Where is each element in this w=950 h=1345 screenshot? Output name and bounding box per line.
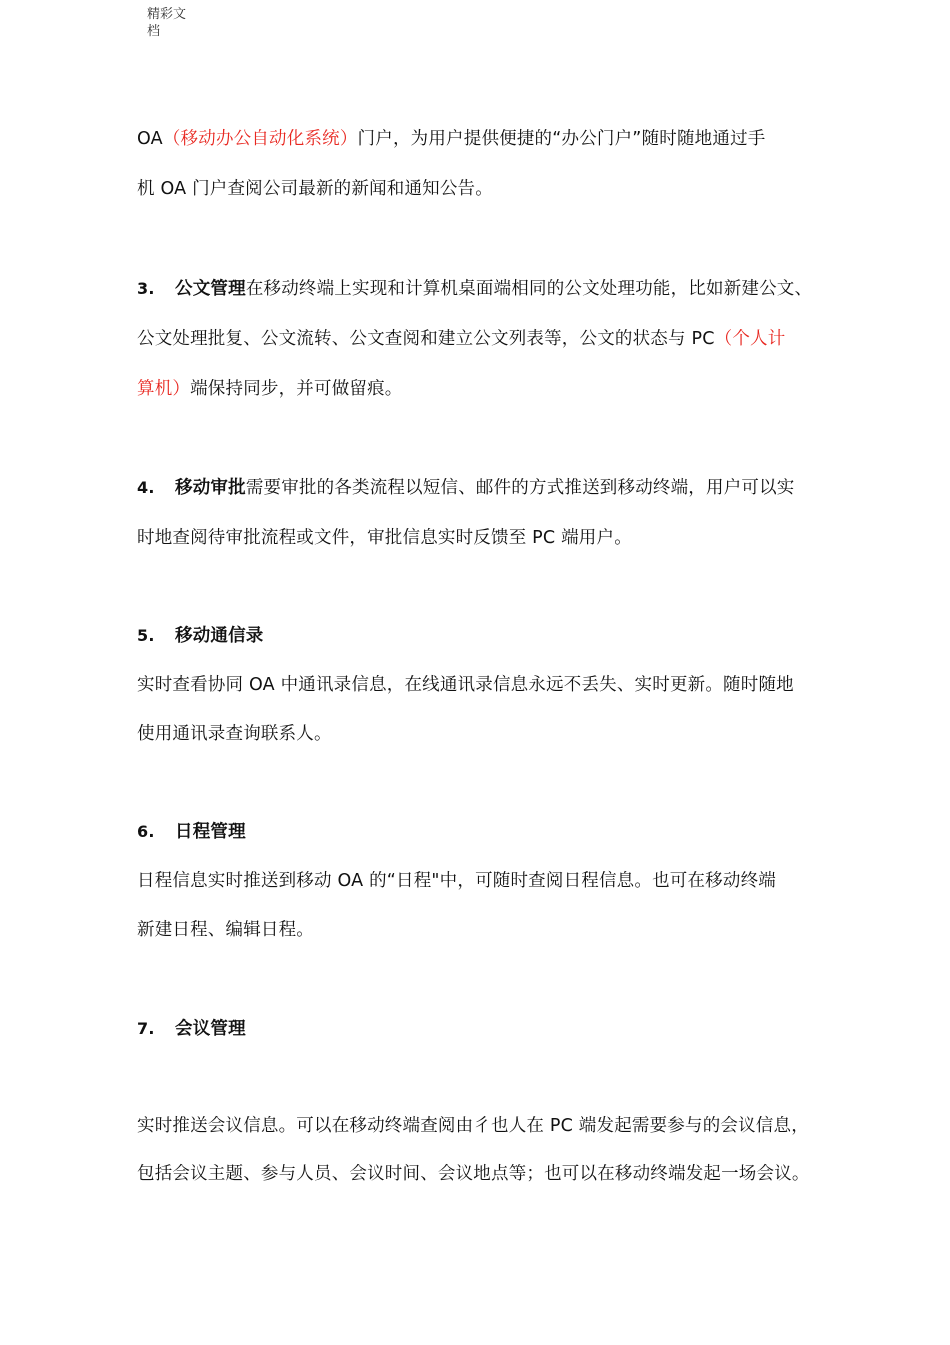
item3-text-3: 端保持同步，并可做留痕。 xyxy=(190,379,403,399)
item3-text: 在移动终端上实现和计算机桌面端相同的公文处理功能，比如新建公文、 xyxy=(245,279,813,299)
item7-title: 会议管理 xyxy=(175,1019,246,1039)
item7-number: 7. xyxy=(137,1019,155,1038)
item3-line-3 xyxy=(137,377,403,401)
watermark: 精彩文档 xyxy=(147,7,187,39)
item3-title: 公文管理 xyxy=(175,279,246,299)
item6-line-2: 新建日程、编辑日程。 xyxy=(137,920,314,940)
item3-number: 3. xyxy=(137,279,155,298)
item6-number: 6. xyxy=(137,822,155,841)
intro-oa: OA xyxy=(137,129,163,149)
item7-line-1: 实时推送会议信息。可以在移动终端查阅由彳也人在 PC 端发起需要参与的会议信息， xyxy=(137,1116,809,1136)
item5-line-2: 使用通讯录查询联系人。 xyxy=(137,724,332,744)
item5-title: 移动通信录 xyxy=(175,626,264,646)
intro-line-2: 机 OA 门户查阅公司最新的新闻和通知公告。 xyxy=(137,179,493,199)
item5-line-1: 实时查看协同 OA 中通讯录信息，在线通讯录信息永远不丢失、实时更新。随时随地 xyxy=(137,675,794,695)
item4-line-2: 时地查阅待审批流程或文件，审批信息实时反馈至 PC 端用户。 xyxy=(137,528,632,548)
item3-line-2 xyxy=(137,327,785,351)
item4-number: 4. xyxy=(137,478,155,497)
item4-line-1 xyxy=(137,476,795,500)
item5-heading xyxy=(137,624,264,648)
item6-heading xyxy=(137,820,246,844)
item3-pc-definition: （个人计 xyxy=(714,329,786,349)
item6-title: 日程管理 xyxy=(175,822,246,842)
item4-title: 移动审批 xyxy=(175,478,246,498)
intro-text: 门户，为用户提供便捷的“办公门户”随时随地通过手 xyxy=(357,129,766,149)
intro-line-1 xyxy=(137,127,765,151)
item7-line-2: 包括会议主题、参与人员、会议时间、会议地点等；也可以在移动终端发起一场会议。 xyxy=(137,1164,810,1184)
intro-oa-definition: （移动办公自动化系统） xyxy=(162,129,358,149)
item3-text-2: 公文处理批复、公文流转、公文查阅和建立公文列表等，公文的状态与 PC xyxy=(137,329,715,349)
item4-text: 需要审批的各类流程以短信、邮件的方式推送到移动终端，用户可以实 xyxy=(245,478,795,498)
item7-heading xyxy=(137,1017,246,1041)
item5-number: 5. xyxy=(137,626,155,645)
item6-line-1: 日程信息实时推送到移动 OA 的“日程"中，可随时查阅日程信息。也可在移动终端 xyxy=(137,871,776,891)
item3-pc-definition-end: 算机） xyxy=(137,379,191,399)
item3-line-1 xyxy=(137,277,812,301)
